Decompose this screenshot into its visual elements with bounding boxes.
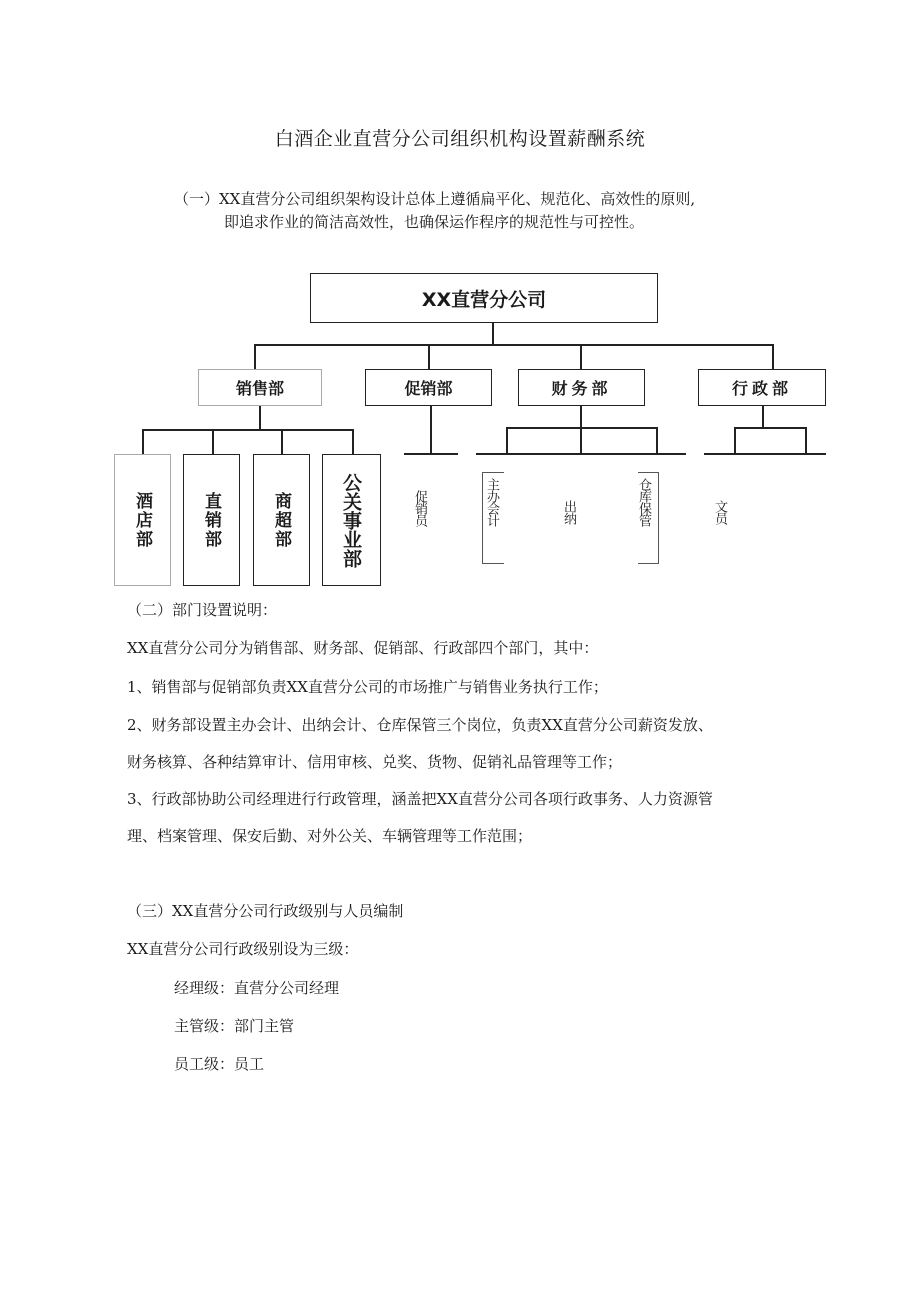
org-root-box: [310, 273, 658, 323]
dept-finance-label: 财务部: [551, 379, 612, 398]
unit-direct-label: 直销部: [201, 491, 221, 549]
level-item: 经理级：直营分公司经理: [174, 979, 340, 997]
position-warehouse-keeper: 仓库保管: [636, 478, 651, 526]
unit-supermarket-label: 商超部: [271, 491, 291, 549]
org-root-label: XX直营分公司: [421, 288, 547, 311]
unit-pr-box: [322, 454, 381, 586]
dept-sales-label: 销售部: [235, 379, 284, 398]
level-item: 主管级：部门主管: [174, 1017, 295, 1035]
section2-line: 3、行政部协助公司经理进行行政管理，涵盖把XX直营分公司各项行政事务、人力资源管: [127, 790, 713, 808]
unit-hotel-box: [114, 454, 171, 586]
dept-admin-box: [698, 369, 826, 406]
section2-line: 1、销售部与促销部负责XX直营分公司的市场推广与销售业务执行工作；: [127, 678, 608, 696]
dept-sales-box: [198, 369, 322, 406]
position-cashier: 出纳: [561, 500, 576, 524]
dept-promotion-box: [365, 369, 492, 406]
position-clerk: 文员: [712, 500, 727, 524]
org-chart: [0, 0, 920, 600]
section3-intro: XX直营分公司行政级别设为三级：: [127, 940, 359, 958]
section2-heading: （二）部门设置说明：: [127, 601, 278, 619]
dept-finance-box: [518, 369, 645, 406]
unit-hotel-label: 酒店部: [132, 491, 152, 549]
section2-line: 财务核算、各种结算审计、信用审核、兑奖、货物、促销礼品管理等工作；: [127, 753, 623, 771]
intro-line-1: （一）XX直营分公司组织架构设计总体上遵循扁平化、规范化、高效性的原则,: [174, 190, 696, 208]
dept-promotion-label: 促销部: [404, 379, 453, 398]
section2-line: 理、档案管理、保安后勤、对外公关、车辆管理等工作范围；: [127, 827, 533, 845]
section2-line: 2、财务部设置主办会计、出纳会计、仓库保管三个岗位，负责XX直营分公司薪资发放、: [127, 716, 713, 734]
unit-pr-label: 公关事业部: [340, 472, 362, 568]
intro-line-2: 即追求作业的简洁高效性，也确保运作程序的规范性与可控性。: [224, 213, 645, 231]
position-promoter: 促销员: [412, 490, 427, 526]
section2-line: XX直营分公司分为销售部、财务部、促销部、行政部四个部门，其中：: [127, 639, 599, 657]
position-chief-accountant: 主办会计: [484, 478, 499, 526]
level-item: 员工级：员工: [174, 1055, 265, 1073]
page-title: 白酒企业直营分公司组织机构设置薪酬系统: [274, 128, 646, 150]
section3-heading: （三）XX直营分公司行政级别与人员编制: [127, 902, 404, 920]
unit-supermarket-box: [253, 454, 310, 586]
unit-direct-box: [183, 454, 240, 586]
dept-admin-label: 行政部: [731, 379, 792, 398]
